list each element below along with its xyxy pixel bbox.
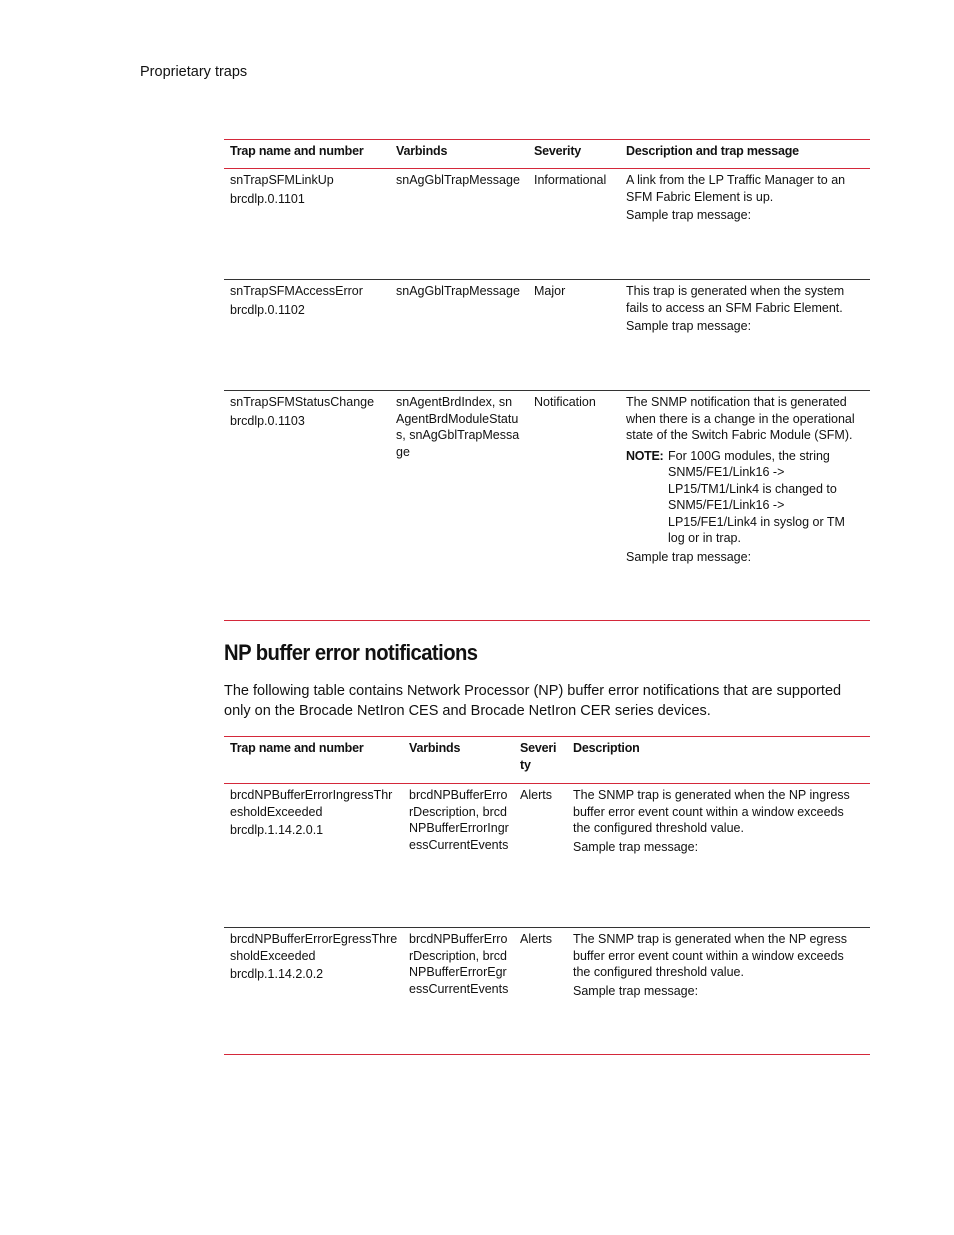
sample-trap-label: Sample trap message:: [573, 983, 699, 998]
severity-cell: Alerts: [520, 788, 552, 802]
trap-name-cell: [230, 394, 390, 431]
trap-name-cell: [230, 283, 390, 320]
section-heading: NP buffer error notifications: [224, 640, 478, 665]
col-header-varbinds: Varbinds: [409, 741, 461, 755]
table-header-row: [224, 736, 870, 784]
note-block: [626, 448, 864, 547]
severity-cell: Major: [534, 284, 566, 298]
col-header-trap-name: Trap name and number: [230, 144, 364, 158]
table-row: [224, 391, 870, 621]
table-row: [224, 928, 870, 1055]
description-cell: [626, 283, 864, 337]
description-text: A link from the LP Traffic Manager to an SFM Fabric Element is up.: [626, 173, 846, 204]
table-row: [224, 169, 870, 280]
np-buffer-traps-table: [224, 736, 870, 1055]
description-cell: [573, 787, 863, 857]
table-row: [224, 280, 870, 391]
note-label: NOTE:: [626, 448, 664, 463]
trap-name: snTrapSFMStatusChange: [230, 395, 375, 409]
trap-name: brcdNPBufferErrorEgressThresholdExceeded: [230, 932, 398, 963]
trap-number: brcdlp.0.1103: [230, 413, 305, 428]
trap-number: brcdlp.1.14.2.0.2: [230, 967, 324, 981]
col-header-varbinds: Varbinds: [396, 144, 448, 158]
varbinds-cell: snAgGblTrapMessage: [396, 284, 520, 298]
varbinds-cell: snAgentBrdIndex, snAgentBrdModuleStatus, snAgGblTrapMessage: [396, 395, 520, 459]
trap-number: brcdlp.1.14.2.0.1: [230, 823, 324, 837]
description-cell: [626, 172, 864, 226]
severity-cell: Informational: [534, 173, 607, 187]
description-text: The SNMP notification that is generated when there is a change in the operational state of the Switch Fabric Module (SFM).: [626, 395, 855, 442]
sample-trap-label: Sample trap message:: [626, 208, 752, 222]
severity-cell: Alerts: [520, 932, 552, 946]
section-intro: The following table contains Network Processor (NP) buffer error notifications that are supported only on the Brocade NetIron CES and Brocade NetIron CER series devices.: [224, 683, 842, 719]
varbinds-cell: brcdNPBufferErrorDescription, brcdNPBufferErrorIngressCurrentEvents: [409, 788, 509, 852]
col-header-severity: Severity: [520, 741, 557, 772]
running-header: Proprietary traps: [140, 64, 248, 80]
col-header-description: Description: [573, 741, 640, 755]
trap-name-cell: [230, 931, 398, 985]
description-cell: [626, 394, 864, 567]
table-row: [224, 784, 870, 928]
sfm-traps-table: [224, 139, 870, 621]
varbinds-cell: snAgGblTrapMessage: [396, 173, 520, 187]
col-header-description: Description and trap message: [626, 144, 799, 158]
sample-trap-label: Sample trap message:: [573, 839, 699, 854]
sample-trap-label: Sample trap message:: [626, 319, 752, 333]
severity-cell: Notification: [534, 395, 596, 409]
trap-number: brcdlp.0.1102: [230, 302, 305, 317]
description-text: The SNMP trap is generated when the NP ingress buffer error event count within a window exceeds the configured threshold value.: [573, 788, 850, 835]
description-cell: [573, 931, 863, 1001]
col-header-severity: Severity: [534, 144, 582, 158]
trap-name: brcdNPBufferErrorIngressThresholdExceeded: [230, 788, 393, 819]
col-header-trap-name: Trap name and number: [230, 741, 364, 755]
sample-trap-label: Sample trap message:: [626, 549, 752, 564]
note-text: For 100G modules, the string SNM5/FE1/Link16 -> LP15/TM1/Link4 is changed to SNM5/FE1/Link16 -> LP15/FE1/Link4 in syslog or TM log or in trap.: [668, 448, 845, 545]
description-text: This trap is generated when the system fails to access an SFM Fabric Element.: [626, 284, 845, 315]
trap-name-cell: [230, 172, 390, 209]
trap-name: snTrapSFMAccessError: [230, 284, 363, 298]
trap-number: brcdlp.0.1101: [230, 191, 305, 206]
varbinds-cell: brcdNPBufferErrorDescription, brcdNPBufferErrorEgressCurrentEvents: [409, 932, 509, 996]
description-text: The SNMP trap is generated when the NP egress buffer error event count within a window exceeds the configured threshold value.: [573, 932, 847, 979]
trap-name: snTrapSFMLinkUp: [230, 173, 334, 187]
trap-name-cell: [230, 787, 398, 841]
table-header-row: [224, 139, 870, 169]
